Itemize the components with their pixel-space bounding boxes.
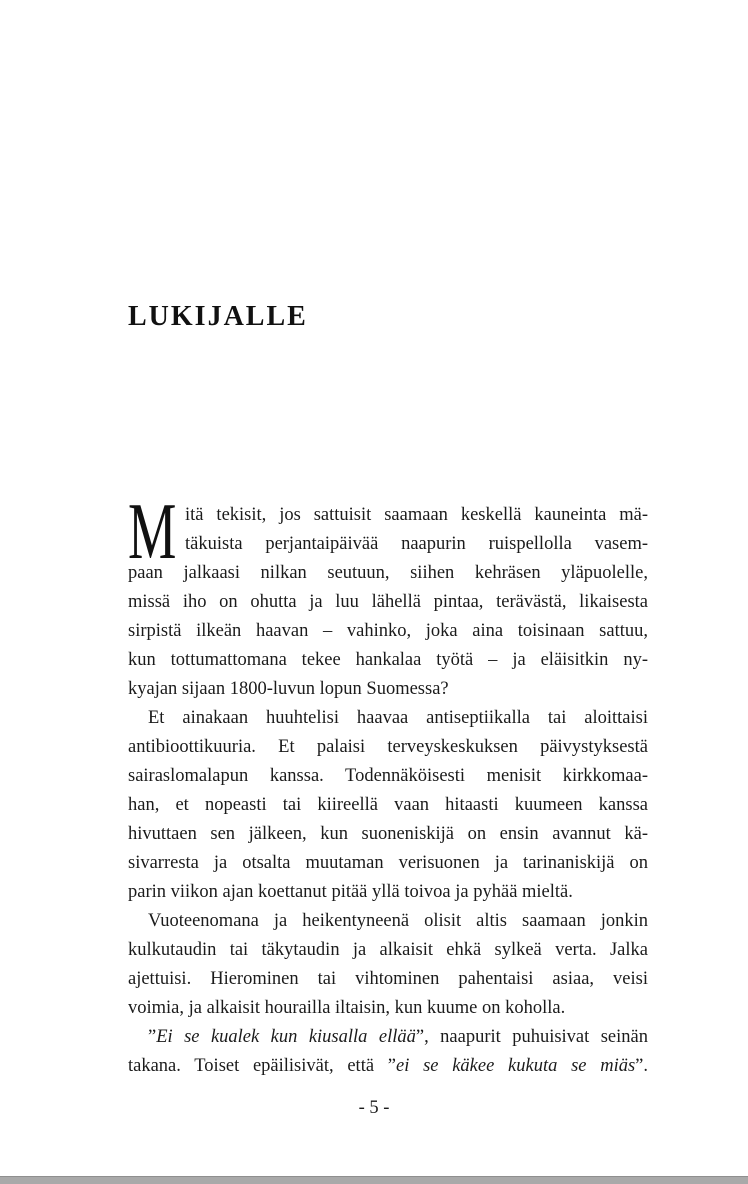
text-line <box>128 704 648 733</box>
text-line <box>128 907 648 936</box>
text-line <box>128 878 648 907</box>
text-segment: parin viikon ajan koettanut pitää yllä toivoa ja pyhää mieltä. <box>128 882 573 902</box>
text-line <box>128 733 648 762</box>
text-line <box>128 994 648 1023</box>
text-line <box>128 965 648 994</box>
text-segment: ”, naapurit puhuisivat seinän <box>415 1027 648 1047</box>
page-number: - 5 - <box>358 1098 390 1118</box>
text-segment: Et ainakaan huuhtelisi haavaa antiseptiikalla tai aloittaisi <box>148 708 648 728</box>
text-segment: ”. <box>635 1056 649 1076</box>
text-segment: itä tekisit, jos sattuisit saamaan keskellä kauneinta mä- <box>185 505 648 525</box>
text-line <box>128 530 648 559</box>
text-line <box>128 762 648 791</box>
text-line <box>128 588 648 617</box>
text-segment: takana. Toiset epäilisivät, että ” <box>128 1056 396 1076</box>
dialect-quote: ei se käkee kukuta se miäs <box>396 1056 636 1076</box>
text-segment: kulkutaudin tai täkytaudin ja alkaisit ehkä sylkeä verta. Jalka <box>128 940 648 960</box>
text-line <box>128 646 648 675</box>
text-line <box>128 1023 648 1052</box>
dialect-quote: Ei se kualek kun kiusalla ellää <box>156 1027 416 1047</box>
text-segment: voimia, ja alkaisit hourailla iltaisin, kun kuume on koholla. <box>128 998 566 1018</box>
text-segment: sairaslomalapun kanssa. Todennäköisesti menisit kirkkomaa- <box>128 766 648 786</box>
paragraph <box>128 1023 648 1081</box>
text-segment: ” <box>148 1027 157 1047</box>
text-line <box>128 820 648 849</box>
text-segment: kun tottumattomana tekee hankalaa työtä – ja eläisitkin ny- <box>128 650 648 670</box>
text-segment: täkuista perjantaipäivää naapurin ruispellolla vasem- <box>185 534 648 554</box>
text-line <box>128 936 648 965</box>
text-segment: hivuttaen sen jälkeen, kun suoneniskijä on ensin avannut kä- <box>128 824 648 844</box>
text-segment: paan jalkaasi nilkan seutuun, siihen kehräsen yläpuolelle, <box>128 563 648 583</box>
chapter-title: LUKIJALLE <box>128 300 308 332</box>
paragraph <box>128 704 648 907</box>
text-line <box>128 1052 648 1081</box>
horizontal-scrollbar[interactable] <box>0 1176 748 1184</box>
text-segment: kyajan sijaan 1800-luvun lopun Suomessa? <box>128 679 449 699</box>
paragraph <box>128 907 648 1023</box>
text-segment: Vuoteenomana ja heikentyneenä olisit altis saamaan jonkin <box>148 911 648 931</box>
dropcap: M <box>128 488 177 576</box>
text-line <box>128 675 648 704</box>
text-segment: sirpistä ilkeän haavan – vahinko, joka aina toisinaan sattuu, <box>128 621 648 641</box>
text-segment: missä iho on ohutta ja luu lähellä pintaa, terävästä, likaisesta <box>128 592 648 612</box>
text-line <box>128 617 648 646</box>
text-segment: antibioottikuuria. Et palaisi terveyskeskuksen päivystyksestä <box>128 737 648 757</box>
text-segment: han, et nopeasti tai kiireellä vaan hitaasti kuumeen kanssa <box>128 795 648 815</box>
text-line <box>128 791 648 820</box>
text-segment: ajettuisi. Hierominen tai vihtominen pahentaisi asiaa, veisi <box>128 969 648 989</box>
text-line <box>128 849 648 878</box>
text-segment: sivarresta ja otsalta muutaman verisuonen ja tarinaniskijä on <box>128 853 648 873</box>
page-body <box>128 488 649 1081</box>
text-line <box>128 559 648 588</box>
paragraph <box>128 488 648 704</box>
